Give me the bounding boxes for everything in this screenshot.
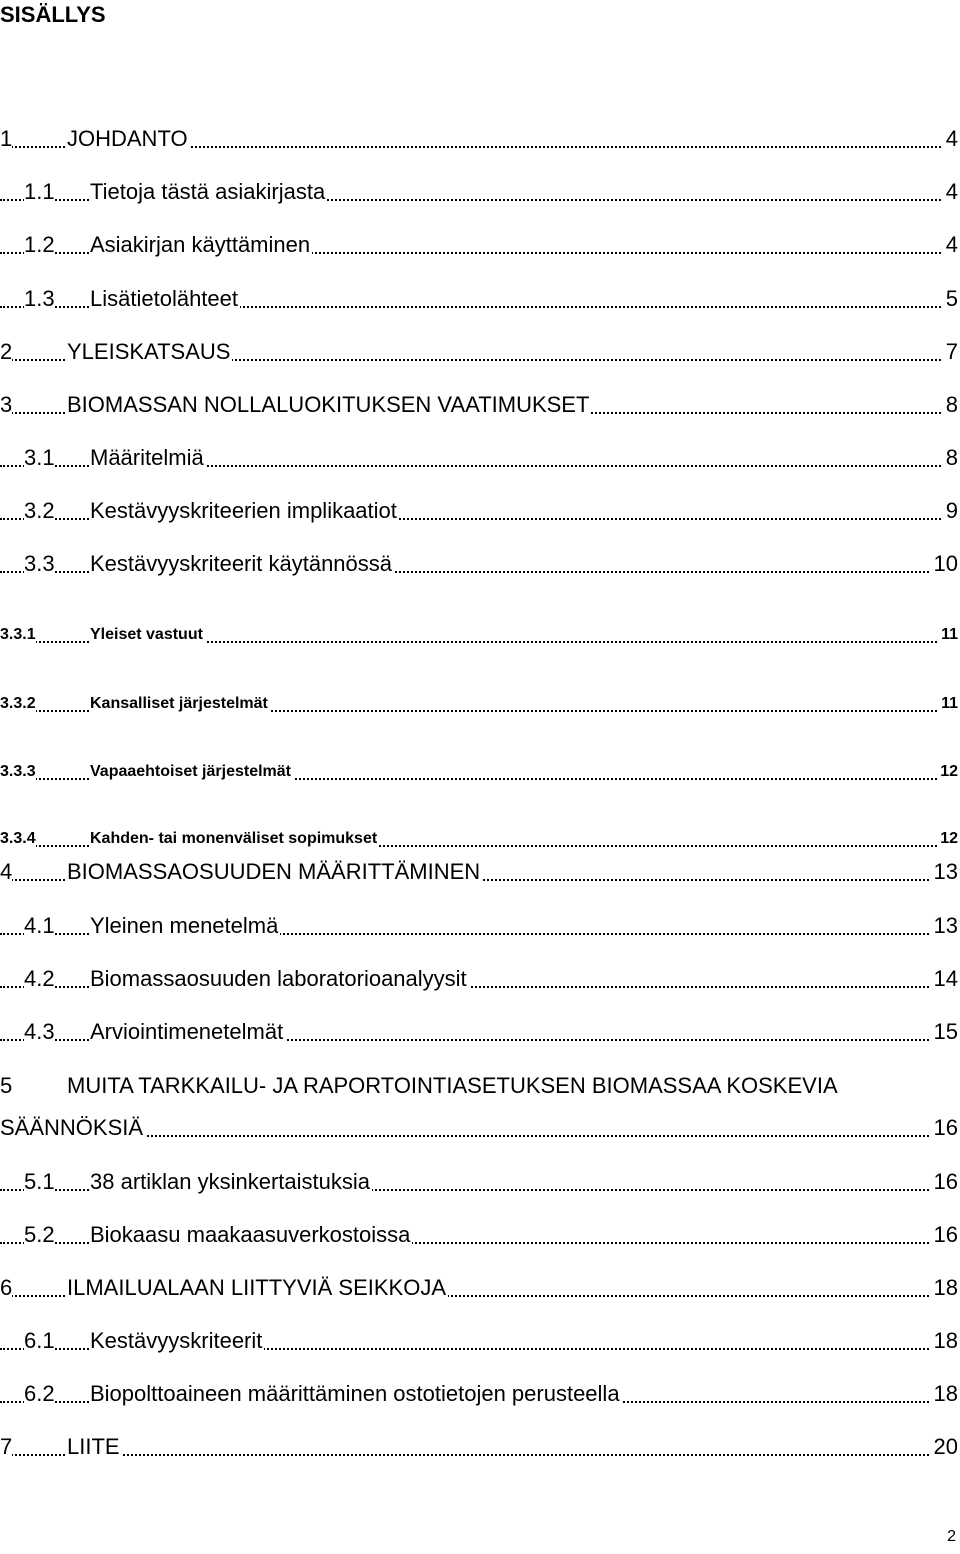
toc-entry-page: 11	[938, 689, 958, 719]
toc-entry-label: Kestävyyskriteerit käytännössä	[90, 549, 394, 579]
toc-entry-wrapped-line[interactable]	[0, 1071, 960, 1101]
toc-entry[interactable]	[0, 1113, 960, 1143]
toc-entry-label: Yleinen menetelmä	[90, 911, 280, 941]
toc-entry[interactable]	[0, 443, 960, 473]
toc-entry-label: Biokaasu maakaasuverkostoissa	[90, 1220, 412, 1250]
toc-entry-number: 3.3.1	[0, 620, 36, 650]
toc-entry-label: ILMAILUALAAN LIITTYVIÄ SEIKKOJA	[67, 1273, 448, 1303]
toc-entry[interactable]	[0, 284, 960, 314]
toc-entry-label: JOHDANTO	[67, 124, 190, 154]
toc-entry-number: 6.2	[24, 1379, 55, 1409]
toc-entry-number: 1.1	[24, 177, 55, 207]
toc-entry-number: 3.2	[24, 496, 55, 526]
toc-entry[interactable]	[0, 964, 960, 994]
toc-entry-page: 8	[943, 390, 958, 420]
toc-entry[interactable]	[0, 757, 960, 787]
toc-entry[interactable]	[0, 1326, 960, 1356]
toc-entry[interactable]	[0, 689, 960, 719]
toc-entry[interactable]	[0, 1017, 960, 1047]
toc-entry[interactable]	[0, 911, 960, 941]
toc-entry-number: 6.1	[24, 1326, 55, 1356]
toc-entry[interactable]	[0, 390, 960, 420]
toc-entry[interactable]	[0, 496, 960, 526]
toc-entry-page: 16	[931, 1113, 958, 1143]
toc-entry[interactable]	[0, 230, 960, 260]
toc-entry-number: 6	[0, 1273, 12, 1303]
toc-entry-number: 4.3	[24, 1017, 55, 1047]
toc-entry-number: 3.1	[24, 443, 55, 473]
toc-entry[interactable]	[0, 1379, 960, 1409]
toc-entry-number: 1	[0, 124, 12, 154]
toc-entry-label: Lisätietolähteet	[90, 284, 240, 314]
toc-entry-label: Kansalliset järjestelmät	[90, 689, 270, 719]
toc-entry-label: BIOMASSAN NOLLALUOKITUKSEN VAATIMUKSET	[67, 390, 591, 420]
toc-entry-label: Kahden- tai monenväliset sopimukset	[90, 824, 379, 854]
toc-entry-number: 1.3	[24, 284, 55, 314]
toc-entry-number: 4.1	[24, 911, 55, 941]
toc-entry-label-continued: SÄÄNNÖKSIÄ	[0, 1113, 145, 1143]
toc-entry-page: 4	[943, 177, 958, 207]
toc-entry-label: Määritelmiä	[90, 443, 206, 473]
toc-entry-label: Tietoja tästä asiakirjasta	[90, 177, 327, 207]
toc-entry[interactable]	[0, 124, 960, 154]
toc-title: SISÄLLYS	[0, 2, 106, 27]
toc-entry-label: Asiakirjan käyttäminen	[90, 230, 312, 260]
toc-entry-page: 14	[931, 964, 958, 994]
toc-entry[interactable]	[0, 177, 960, 207]
toc-entry-label: MUITA TARKKAILU- JA RAPORTOINTIASETUKSEN BIOMASSAA KOSKEVIA	[67, 1073, 838, 1098]
toc-entry-label: Vapaaehtoiset järjestelmät	[90, 757, 293, 787]
toc-entry-page: 18	[931, 1379, 958, 1409]
toc-entry-page: 11	[938, 620, 958, 650]
toc-entry-page: 12	[937, 824, 958, 854]
toc-entry-number: 5.2	[24, 1220, 55, 1250]
toc-entry-page: 10	[931, 549, 958, 579]
toc-entry[interactable]	[0, 337, 960, 367]
toc-entry-number: 4.2	[24, 964, 55, 994]
toc-entry-number: 3.3.2	[0, 689, 36, 719]
toc-entry-page: 18	[931, 1273, 958, 1303]
toc-entry[interactable]	[0, 1220, 960, 1250]
toc-entry-number: 3.3.3	[0, 757, 36, 787]
toc-entry-number: 7	[0, 1432, 12, 1462]
toc-entry-number: 5.1	[24, 1167, 55, 1197]
toc-entry-page: 20	[931, 1432, 958, 1462]
toc-entry-page: 8	[943, 443, 958, 473]
toc-entry-page: 16	[931, 1167, 958, 1197]
toc-entry-number: 2	[0, 337, 12, 367]
toc-entry-label: Kestävyyskriteerien implikaatiot	[90, 496, 399, 526]
toc-entry-page: 5	[943, 284, 958, 314]
toc-entry-number: 4	[0, 857, 12, 887]
toc-entry-page: 4	[943, 124, 958, 154]
toc-entry-label: Yleiset vastuut	[90, 620, 205, 650]
toc-entry-label: BIOMASSAOSUUDEN MÄÄRITTÄMINEN	[67, 857, 482, 887]
toc-entry-page: 13	[931, 911, 958, 941]
toc-entry[interactable]	[0, 857, 960, 887]
toc-entry-number: 3.3.4	[0, 824, 36, 854]
toc-entry-label: Kestävyyskriteerit	[90, 1326, 264, 1356]
toc-entry-page: 18	[931, 1326, 958, 1356]
toc-entry[interactable]	[0, 824, 960, 854]
toc-entry[interactable]	[0, 1167, 960, 1197]
toc-entry[interactable]	[0, 1273, 960, 1303]
toc-entry-page: 13	[931, 857, 958, 887]
toc-entry[interactable]	[0, 620, 960, 650]
toc-entry-label: Biomassaosuuden laboratorioanalyysit	[90, 964, 469, 994]
toc-entry-label: 38 artiklan yksinkertaistuksia	[90, 1167, 372, 1197]
toc-entry-page: 15	[931, 1017, 958, 1047]
toc-entry-label: Biopolttoaineen määrittäminen ostotietojen perusteella	[90, 1379, 622, 1409]
toc-entry[interactable]	[0, 1432, 960, 1462]
page-number: 2	[947, 1528, 956, 1545]
toc-entry-page: 12	[937, 757, 958, 787]
toc-entry-label: YLEISKATSAUS	[67, 337, 232, 367]
toc-entry-number: 3.3	[24, 549, 55, 579]
toc-entry-page: 9	[943, 496, 958, 526]
toc-entry-label: Arviointimenetelmät	[90, 1017, 285, 1047]
toc-entry-page: 16	[931, 1220, 958, 1250]
dot-leader	[0, 1454, 956, 1456]
toc-entry-number: 5	[0, 1073, 13, 1098]
toc-entry[interactable]	[0, 549, 960, 579]
toc-entry-page: 7	[943, 337, 958, 367]
toc-entry-page: 4	[943, 230, 958, 260]
toc-entry-number: 1.2	[24, 230, 55, 260]
toc-entry-number: 3	[0, 390, 12, 420]
toc-entry-label: LIITE	[67, 1432, 122, 1462]
